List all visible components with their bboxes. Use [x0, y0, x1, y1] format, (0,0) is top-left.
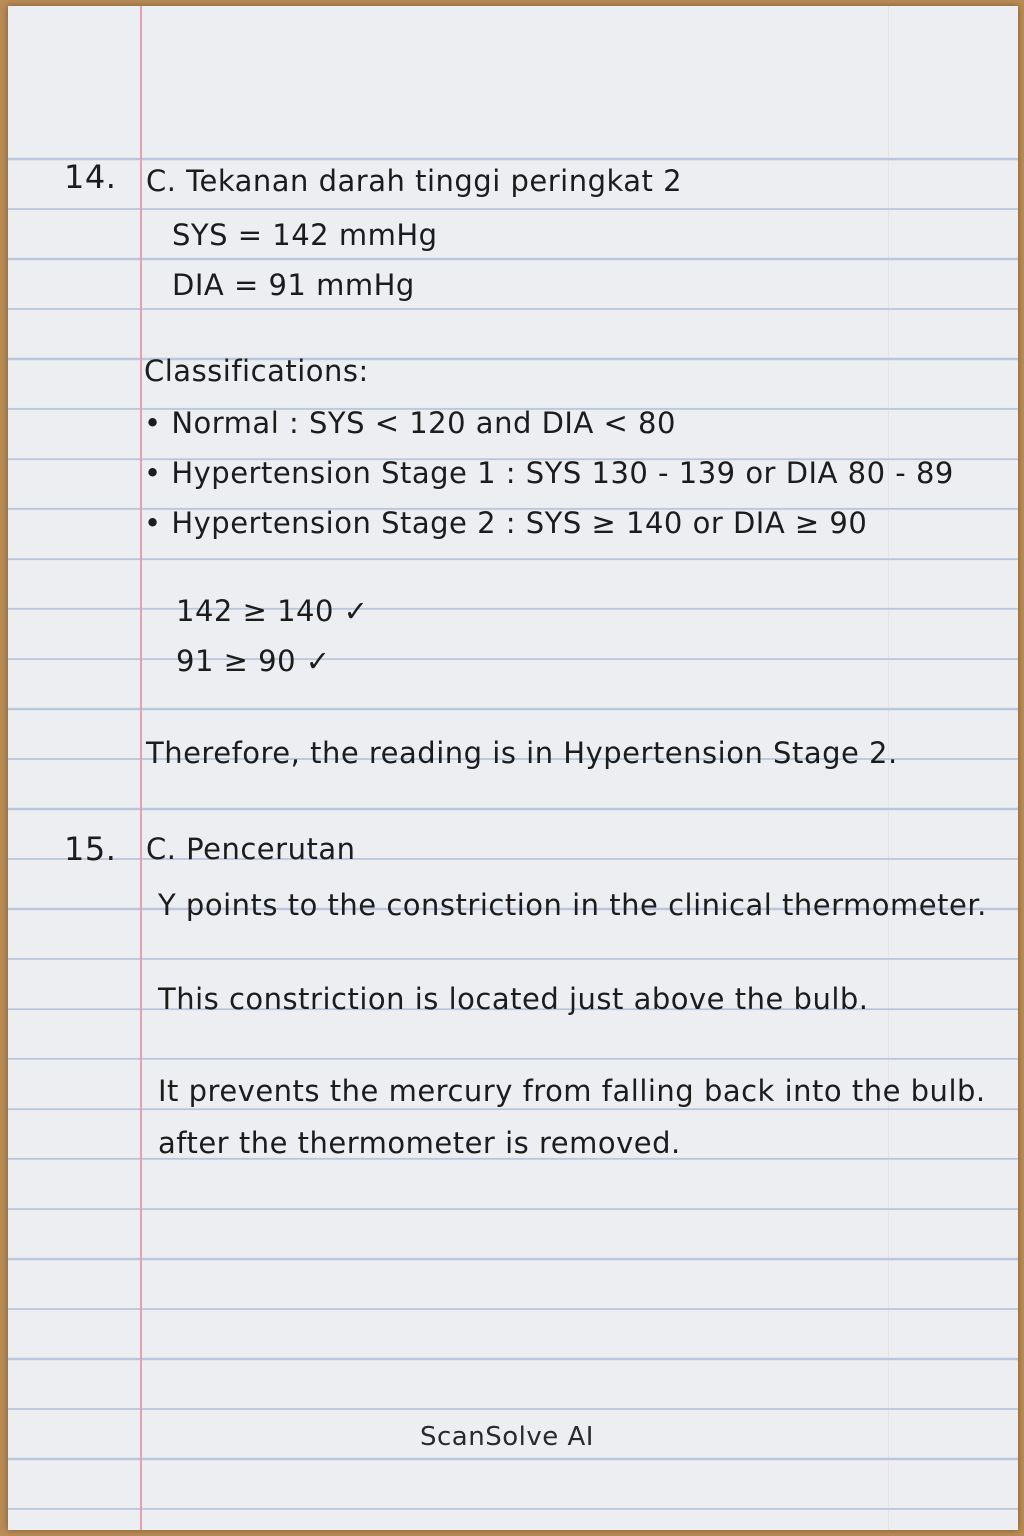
- classification-item-stage-1: • Hypertension Stage 1 : SYS 130 - 139 or DIA 80 - 89: [144, 456, 954, 490]
- classifications-heading: Classifications:: [144, 354, 369, 388]
- question-15-answer: C. Pencerutan: [146, 832, 356, 866]
- question-15-number: 15.: [64, 830, 117, 868]
- check-sys: 142 ≥ 140 ✓: [176, 594, 369, 628]
- question-15-line-2: This constriction is located just above the bulb.: [158, 982, 869, 1016]
- notebook-page: [8, 6, 1018, 1530]
- classification-item-stage-2: • Hypertension Stage 2 : SYS ≥ 140 or DIA ≥ 90: [144, 506, 868, 540]
- margin-line: [140, 6, 142, 1530]
- question-14-answer: C. Tekanan darah tinggi peringkat 2: [146, 164, 683, 198]
- question-14-conclusion: Therefore, the reading is in Hypertension Stage 2.: [146, 736, 898, 770]
- check-dia: 91 ≥ 90 ✓: [176, 644, 331, 678]
- classification-item-normal: • Normal : SYS < 120 and DIA < 80: [144, 406, 676, 440]
- footer-brand: ScanSolve AI: [420, 1422, 594, 1452]
- question-14-number: 14.: [64, 158, 117, 196]
- question-15-line-4: after the thermometer is removed.: [158, 1126, 681, 1160]
- sys-reading: SYS = 142 mmHg: [172, 218, 438, 252]
- question-15-line-3: It prevents the mercury from falling back into the bulb.: [158, 1074, 986, 1108]
- page-top-margin: [8, 6, 1018, 110]
- question-15-line-1: Y points to the constriction in the clinical thermometer.: [158, 888, 987, 922]
- dia-reading: DIA = 91 mmHg: [172, 268, 415, 302]
